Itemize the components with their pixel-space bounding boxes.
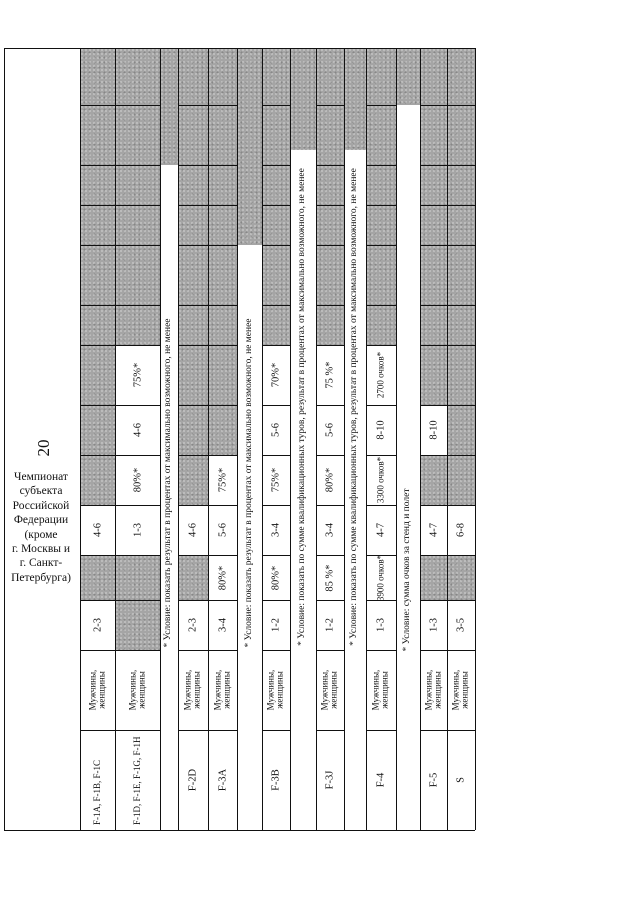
rule <box>396 830 420 831</box>
value-cell: 85 %* <box>324 563 336 592</box>
rule <box>447 505 475 506</box>
shaded-cell <box>262 245 290 305</box>
value-cell: 3-4 <box>216 618 228 632</box>
rule <box>237 48 238 830</box>
shaded-cell <box>420 305 447 345</box>
rule <box>115 48 160 49</box>
rule <box>344 48 345 830</box>
rule <box>208 48 237 49</box>
shaded-cell <box>208 345 237 405</box>
shaded-cell <box>262 205 290 245</box>
rule <box>237 48 262 49</box>
shaded-cell <box>262 105 290 165</box>
value-cell: 1-2 <box>324 618 336 632</box>
rule <box>262 455 290 456</box>
shaded-cell <box>178 205 208 245</box>
rule <box>316 48 344 49</box>
rule <box>420 405 447 406</box>
gender-label: Мужчины, женщины <box>212 669 232 711</box>
rule <box>366 345 396 346</box>
rule <box>262 345 290 346</box>
class-code: F-5 <box>427 772 439 788</box>
shaded-cell <box>447 345 475 405</box>
rule <box>366 48 396 49</box>
rule <box>208 555 237 556</box>
rule <box>178 730 208 731</box>
rule <box>178 555 208 556</box>
shaded-cell <box>290 48 316 150</box>
shaded-cell <box>178 305 208 345</box>
rule <box>447 830 475 831</box>
class-code: F-1A, F-1B, F-1C <box>91 759 102 825</box>
shaded-cell <box>178 48 208 105</box>
shaded-cell <box>80 245 115 305</box>
value-cell: 3300 очков* <box>375 456 386 504</box>
rule <box>80 455 115 456</box>
champ-line: Российской <box>12 499 70 512</box>
value-cell: 80%* <box>131 467 143 493</box>
shaded-cell <box>115 245 160 305</box>
value-cell: 75%* <box>216 467 228 493</box>
rule <box>262 305 290 306</box>
shaded-cell <box>208 205 237 245</box>
rule <box>115 455 160 456</box>
champ-line: субъекта <box>19 485 63 498</box>
shaded-cell <box>80 305 115 345</box>
rule <box>80 600 115 601</box>
rule <box>262 730 290 731</box>
rule <box>208 505 237 506</box>
rule <box>366 205 396 206</box>
rule <box>80 245 115 246</box>
rule <box>420 830 447 831</box>
rule <box>115 305 160 306</box>
rule <box>115 730 160 731</box>
value-cell: 8-10 <box>375 420 387 440</box>
value-cell: 5-6 <box>270 423 282 437</box>
champ-line: г. Москвы и <box>11 542 71 555</box>
rule <box>262 205 290 206</box>
shaded-cell <box>344 48 366 150</box>
value-cell: 80%* <box>216 565 228 590</box>
rule <box>447 345 475 346</box>
value-cell: 3900 очков* <box>375 554 386 601</box>
rule <box>316 205 344 206</box>
shaded-cell <box>420 455 447 505</box>
shaded-cell <box>208 245 237 305</box>
rule <box>208 165 237 166</box>
value-cell: 2700 очков* <box>375 351 386 399</box>
champ-line: Петербурга) <box>11 571 71 584</box>
rule <box>316 650 344 651</box>
shaded-cell <box>420 205 447 245</box>
class-code: F-3J <box>324 770 336 790</box>
shaded-cell <box>80 165 115 205</box>
rule <box>344 830 366 831</box>
shaded-cell <box>366 305 396 345</box>
class-code: F-3A <box>216 768 228 792</box>
rule <box>420 730 447 731</box>
rule <box>208 600 237 601</box>
rule <box>366 165 396 166</box>
condition-note: * Условие: сумма очков за стенд и полет <box>402 488 413 652</box>
shaded-cell <box>115 600 160 650</box>
rule <box>290 830 316 831</box>
rule <box>115 650 160 651</box>
rule <box>475 48 476 830</box>
shaded-cell <box>115 305 160 345</box>
value-cell: 8-10 <box>427 420 439 440</box>
rule <box>316 105 344 106</box>
rule <box>160 48 161 830</box>
rule <box>420 455 447 456</box>
rule <box>420 105 447 106</box>
shaded-cell <box>366 48 396 105</box>
rule <box>366 650 396 651</box>
rule <box>208 405 237 406</box>
shaded-cell <box>208 405 237 455</box>
shaded-cell <box>262 305 290 345</box>
shaded-cell <box>80 555 115 600</box>
shaded-cell <box>237 48 262 245</box>
class-code: F-4 <box>375 772 387 788</box>
shaded-cell <box>115 105 160 165</box>
rule <box>262 165 290 166</box>
shaded-cell <box>115 48 160 105</box>
shaded-cell <box>80 405 115 455</box>
rule <box>178 600 208 601</box>
rule <box>115 405 160 406</box>
rule <box>366 830 396 831</box>
shaded-cell <box>420 165 447 205</box>
rule <box>80 730 115 731</box>
shaded-cell <box>178 405 208 455</box>
rule <box>366 245 396 246</box>
rule <box>178 405 208 406</box>
value-cell: 3-5 <box>455 618 467 632</box>
rule <box>115 505 160 506</box>
rule <box>208 345 237 346</box>
shaded-cell <box>80 205 115 245</box>
rule <box>316 305 344 306</box>
rule <box>115 600 160 601</box>
rule <box>420 555 447 556</box>
rule <box>316 555 344 556</box>
rule <box>420 650 447 651</box>
value-cell: 4-6 <box>131 423 143 437</box>
value-cell: 5-6 <box>324 423 336 437</box>
shaded-cell <box>447 555 475 600</box>
rule <box>447 48 475 49</box>
rule <box>115 245 160 246</box>
shaded-cell <box>447 245 475 305</box>
rule <box>316 245 344 246</box>
class-code: F-2D <box>187 768 199 792</box>
rule <box>80 305 115 306</box>
shaded-cell <box>115 205 160 245</box>
condition-note: * Условие: показать по сумме квалификационных туров, результат в процентах от максимально возможного, не менее <box>297 168 308 646</box>
rule <box>115 555 160 556</box>
rule <box>80 830 115 831</box>
shaded-cell <box>178 455 208 505</box>
shaded-cell <box>80 105 115 165</box>
rule <box>290 48 291 830</box>
shaded-cell <box>447 48 475 105</box>
shaded-cell <box>316 245 344 305</box>
value-cell: 1-2 <box>270 618 282 632</box>
rule <box>447 205 475 206</box>
gender-label: Мужчины, женщины <box>423 669 443 711</box>
rule <box>115 165 160 166</box>
rule <box>316 405 344 406</box>
rule <box>366 105 396 106</box>
shaded-cell <box>178 345 208 405</box>
rule <box>290 48 316 49</box>
rule <box>396 48 420 49</box>
shaded-cell <box>316 305 344 345</box>
rule <box>262 105 290 106</box>
champ-line: г. Санкт- <box>19 557 63 570</box>
shaded-cell <box>366 165 396 205</box>
rule <box>316 600 344 601</box>
class-code: F-3B <box>270 769 282 791</box>
shaded-cell <box>316 165 344 205</box>
value-cell: 4-7 <box>375 523 387 537</box>
rule <box>447 405 475 406</box>
rule <box>178 455 208 456</box>
rule <box>115 105 160 106</box>
rule <box>316 165 344 166</box>
class-code: S <box>455 777 467 783</box>
rule <box>316 345 344 346</box>
rule <box>420 305 447 306</box>
rule <box>115 345 160 346</box>
rule <box>208 245 237 246</box>
rule <box>262 405 290 406</box>
rule <box>344 48 366 49</box>
shaded-cell <box>366 105 396 165</box>
champ-line: (кроме <box>24 528 58 541</box>
rule <box>420 245 447 246</box>
value-cell: 75 %* <box>324 361 336 389</box>
condition-note: * Условие: показать результат в процентах от максимально возможного, не менее <box>163 318 174 648</box>
shaded-cell <box>262 48 290 105</box>
page-number: 20 <box>34 439 53 457</box>
rule <box>262 650 290 651</box>
gender-label: Мужчины, женщины <box>182 669 202 711</box>
value-cell: 75%* <box>270 467 282 493</box>
value-cell: 1-3 <box>131 523 143 537</box>
rule <box>80 555 115 556</box>
shaded-cell <box>160 48 178 165</box>
rule <box>4 830 80 831</box>
rule <box>178 830 208 831</box>
shaded-cell <box>208 305 237 345</box>
shaded-cell <box>316 48 344 105</box>
shaded-cell <box>80 455 115 505</box>
rule <box>80 48 115 49</box>
rule <box>178 48 208 49</box>
rule <box>80 345 115 346</box>
rule <box>80 405 115 406</box>
value-cell: 4-7 <box>427 523 439 537</box>
shaded-cell <box>420 105 447 165</box>
rule <box>80 205 115 206</box>
rule <box>80 165 115 166</box>
value-cell: 4-6 <box>187 523 199 537</box>
rule <box>447 105 475 106</box>
shaded-cell <box>447 205 475 245</box>
rule <box>366 405 396 406</box>
rule <box>262 48 290 49</box>
rule <box>178 305 208 306</box>
rule <box>178 205 208 206</box>
rule <box>178 345 208 346</box>
rule <box>80 105 115 106</box>
shaded-cell <box>208 105 237 165</box>
value-cell: 2-3 <box>187 618 199 632</box>
rule <box>447 305 475 306</box>
rule <box>80 650 115 651</box>
shaded-cell <box>420 345 447 405</box>
rule <box>447 600 475 601</box>
rule <box>316 455 344 456</box>
championship-label <box>4 470 78 585</box>
rule <box>420 48 447 49</box>
rule <box>208 305 237 306</box>
shaded-cell <box>396 48 420 105</box>
rule <box>262 245 290 246</box>
rule <box>4 48 80 49</box>
shaded-cell <box>447 405 475 455</box>
rule <box>447 165 475 166</box>
rule <box>262 600 290 601</box>
value-cell: 4-6 <box>91 523 103 537</box>
rule <box>366 455 396 456</box>
condition-note: * Условие: показать результат в процентах от максимально возможного, не менее <box>243 318 254 648</box>
rule <box>178 245 208 246</box>
rule <box>316 730 344 731</box>
rotated-table <box>80 48 475 830</box>
rule <box>262 830 290 831</box>
rule <box>366 305 396 306</box>
rule <box>396 48 397 830</box>
value-cell: 80%* <box>324 467 336 493</box>
value-cell: 70%* <box>270 362 282 388</box>
shaded-cell <box>178 165 208 205</box>
rule <box>262 555 290 556</box>
rule <box>115 205 160 206</box>
rule <box>208 650 237 651</box>
rule <box>420 345 447 346</box>
shaded-cell <box>80 345 115 405</box>
shaded-cell <box>447 165 475 205</box>
shaded-cell <box>447 455 475 505</box>
rule <box>178 505 208 506</box>
rule <box>160 48 178 49</box>
rule <box>178 650 208 651</box>
rule <box>208 205 237 206</box>
rule <box>208 730 237 731</box>
value-cell: 80%* <box>270 565 282 590</box>
rule <box>4 48 5 830</box>
rule <box>420 505 447 506</box>
shaded-cell <box>115 165 160 205</box>
rule <box>262 505 290 506</box>
rule <box>208 105 237 106</box>
rule <box>447 555 475 556</box>
rule <box>316 505 344 506</box>
shaded-cell <box>366 245 396 305</box>
gender-label: Мужчины, женщины <box>87 669 107 711</box>
value-cell: 3-4 <box>270 523 282 537</box>
shaded-cell <box>178 245 208 305</box>
value-cell: 2-3 <box>91 618 103 632</box>
value-cell: 6-8 <box>455 523 467 537</box>
gender-label: Мужчины, женщины <box>370 669 390 711</box>
rule <box>366 505 396 506</box>
gender-label: Мужчины, женщины <box>265 669 285 711</box>
rule <box>366 730 396 731</box>
shaded-cell <box>80 48 115 105</box>
value-cell: 1-3 <box>427 618 439 632</box>
rule <box>420 165 447 166</box>
shaded-cell <box>366 205 396 245</box>
shaded-cell <box>178 105 208 165</box>
rule <box>447 730 475 731</box>
rule <box>178 165 208 166</box>
rule <box>447 455 475 456</box>
shaded-cell <box>208 165 237 205</box>
shaded-cell <box>208 48 237 105</box>
condition-note: * Условие: показать по сумме квалификационных туров, результат в процентах от максимально возможного, не менее <box>349 168 360 646</box>
rule <box>208 830 237 831</box>
shaded-cell <box>420 555 447 600</box>
gender-label: Мужчины, женщины <box>127 669 147 711</box>
rule <box>420 205 447 206</box>
value-cell: 3-4 <box>324 523 336 537</box>
rule <box>237 830 262 831</box>
rule <box>178 105 208 106</box>
shaded-cell <box>316 105 344 165</box>
champ-line: Чемпионат <box>14 471 68 483</box>
shaded-cell <box>178 555 208 600</box>
value-cell: 5-6 <box>216 523 228 537</box>
rule <box>316 830 344 831</box>
champ-line: Федерации <box>13 514 69 527</box>
rule <box>420 600 447 601</box>
rule <box>160 830 178 831</box>
shaded-cell <box>262 165 290 205</box>
shaded-cell <box>447 305 475 345</box>
rule <box>208 455 237 456</box>
shaded-cell <box>316 205 344 245</box>
rule <box>447 245 475 246</box>
gender-label: Мужчины, женщины <box>450 669 470 711</box>
value-cell: 1-3 <box>375 618 387 632</box>
class-code: F-1D, F-1E, F-1G, F-1H <box>131 736 142 825</box>
rule <box>80 505 115 506</box>
rule <box>115 830 160 831</box>
value-cell: 75%* <box>131 362 143 388</box>
shaded-cell <box>420 48 447 105</box>
shaded-cell <box>115 555 160 600</box>
rule <box>447 650 475 651</box>
shaded-cell <box>420 245 447 305</box>
shaded-cell <box>447 105 475 165</box>
gender-label: Мужчины, женщины <box>319 669 339 711</box>
